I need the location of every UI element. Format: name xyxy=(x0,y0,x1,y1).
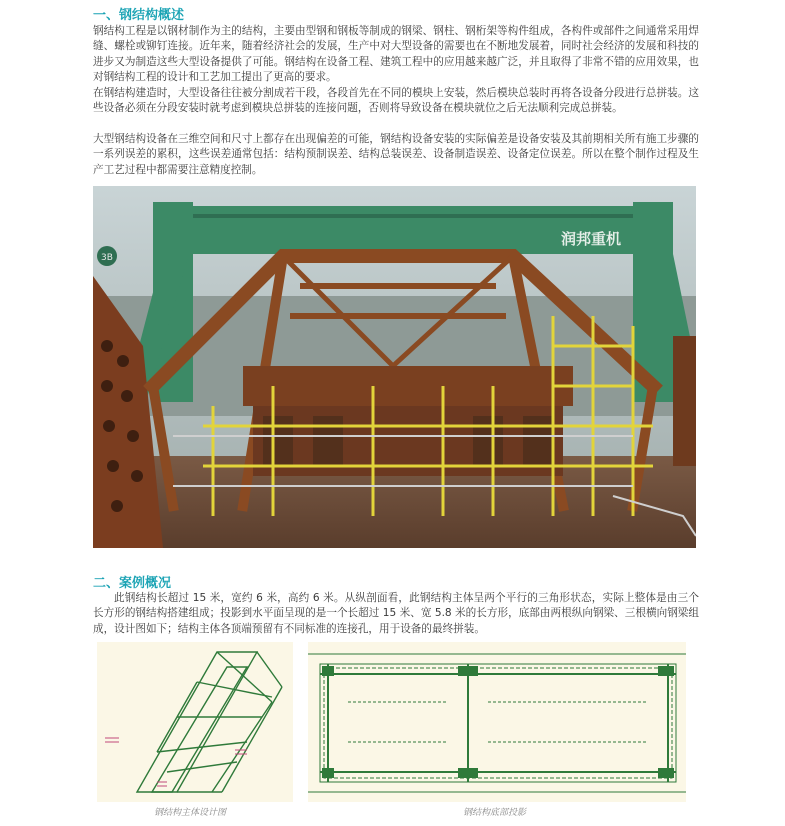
crane-sign: 润邦重机 xyxy=(561,230,622,248)
steel-structure-photo xyxy=(93,186,696,548)
section-1-paragraph-1: 钢结构工程是以钢材制作为主的结构，主要由型钢和钢板等制成的钢梁、钢柱、钢桁架等构件组成，各构件或部件之间通常采用焊缝、螺栓或铆钉连接。近年来，随着经济社会的发展，生产中对大型设备的需要也在不断地发展着，同时社会经济的发展和科技的进步又为制造这些大型设备提供了可能。钢结构在设备工程、建筑工程中的应用越来越广泛，并且取得了非常不错的应用效果，也对钢结构工程的设计和工艺加工提出了更高的要求。 xyxy=(93,25,699,84)
section-1-title: 一、钢结构概述 xyxy=(93,8,185,23)
bottom-projection-figure xyxy=(308,642,686,802)
section-1-paragraph-2: 在钢结构建造时，大型设备往往被分割成若干段，各段首先在不同的模块上安装，然后模块总装时再将各设备分段进行总拼装。这些设备必须在分段安装时就考虑到模块总拼装的连接问题，否则将导致设备在模块就位之后无法顺利完成总拼装。 xyxy=(93,87,699,115)
bottom-projection-caption: 钢结构底部投影 xyxy=(463,808,527,818)
section-2-paragraph: 此钢结构长超过 15 米，宽约 6 米，高约 6 米。从纵剖面看，此钢结构主体呈两个平行的三角形状态，实际上整体是由三个长方形的钢结构搭建组成；投影到水平面呈现的是一个长超过 15 米、宽 5.8 米的长方形，底部由两根纵向钢梁、三根横向钢梁组成，设计图如下；结构主体各顶端预留有不同标准的连接孔，用于设备的最终拼装。 xyxy=(93,592,699,635)
crane-badge: 3B xyxy=(101,253,113,263)
design-drawing-figure xyxy=(97,642,293,802)
section-1-paragraph-3: 大型钢结构设备在三维空间和尺寸上都存在出现偏差的可能，钢结构设备安装的实际偏差是设备安装及其前期相关所有施工步骤的一系列误差的累积，这些误差通常包括：结构预制误差、结构总装误差、设备制造误差、设备定位误差。所以在整个制作过程及生产工艺过程中都需要注意精度控制。 xyxy=(93,133,699,176)
design-drawing-caption: 钢结构主体设计图 xyxy=(154,808,227,818)
section-2-title: 二、案例概况 xyxy=(93,576,172,591)
